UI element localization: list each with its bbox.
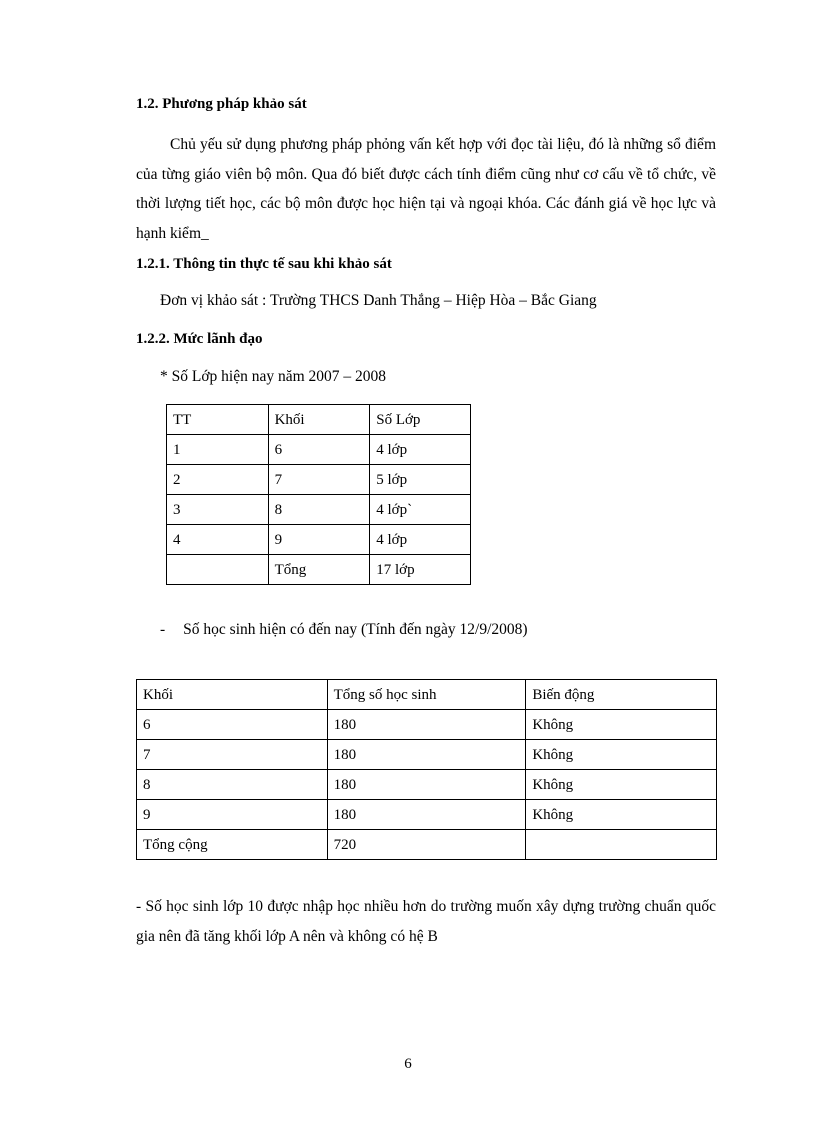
table-header-cell: Tổng số học sinh xyxy=(327,680,526,710)
bullet-dash: - xyxy=(160,621,166,638)
intro-paragraph-text: Chủ yếu sử dụng phương pháp phỏng vấn kết hợp với đọc tài liệu, đó là những sổ điểm của từng giáo viên bộ môn. Qua đó biết được cách tính điểm cũng như cơ cấu về tổ chức, về thời lượng tiết học, các bộ môn được học hiện tại và ngoại khóa. Các đánh giá về học lực và hạnh kiểm_ xyxy=(136,136,716,242)
table-header-cell: Khối xyxy=(268,405,370,435)
table-cell xyxy=(526,830,717,860)
table-row xyxy=(137,710,717,740)
table-cell: Tổng cộng xyxy=(137,830,328,860)
table-cell: 8 xyxy=(137,770,328,800)
table-cell: 2 xyxy=(167,465,269,495)
class-count-table xyxy=(166,404,471,585)
student-count-caption-text: Số học sinh hiện có đến nay (Tính đến ngày 12/9/2008) xyxy=(183,621,528,638)
intro-paragraph xyxy=(136,130,716,248)
table-cell: 4 lớp xyxy=(370,525,471,555)
table-cell: 5 lớp xyxy=(370,465,471,495)
table-row xyxy=(137,770,717,800)
survey-unit-line: Đơn vị khảo sát : Trường THCS Danh Thắng – Hiệp Hòa – Bắc Giang xyxy=(160,292,597,309)
table-cell: 17 lớp xyxy=(370,555,471,585)
table-cell: Không xyxy=(526,710,717,740)
enrollment-note: - Số học sinh lớp 10 được nhập học nhiều hơn do trường muốn xây dựng trường chuẩn quốc gia nên đã tăng khối lớp A nên và không có hệ B xyxy=(136,898,716,945)
table-row xyxy=(137,800,717,830)
table-row xyxy=(167,465,471,495)
student-count-table xyxy=(136,679,717,860)
section-heading-1-2: 1.2. Phương pháp khảo sát xyxy=(136,96,307,112)
table-cell: 3 xyxy=(167,495,269,525)
class-count-caption: * Số Lớp hiện nay năm 2007 – 2008 xyxy=(160,368,387,385)
table-cell: 8 xyxy=(268,495,370,525)
table-header-row xyxy=(167,405,471,435)
table-cell: 180 xyxy=(327,740,526,770)
student-count-caption xyxy=(160,621,528,639)
table-header-cell: Biến động xyxy=(526,680,717,710)
table-header-cell: Khối xyxy=(137,680,328,710)
table-row xyxy=(167,495,471,525)
table-cell: 9 xyxy=(268,525,370,555)
section-heading-1-2-2: 1.2.2. Mức lãnh đạo xyxy=(136,331,263,347)
table-cell: 180 xyxy=(327,710,526,740)
table-cell: 180 xyxy=(327,770,526,800)
table-cell: Không xyxy=(526,800,717,830)
table-total-row xyxy=(137,830,717,860)
table-header-cell: Số Lớp xyxy=(370,405,471,435)
table-cell: 1 xyxy=(167,435,269,465)
table-cell: 4 lớp` xyxy=(370,495,471,525)
table-cell: 4 xyxy=(167,525,269,555)
table-header-row xyxy=(137,680,717,710)
table-cell: 4 lớp xyxy=(370,435,471,465)
table-total-row xyxy=(167,555,471,585)
table-row xyxy=(167,525,471,555)
table-cell: 180 xyxy=(327,800,526,830)
section-heading-1-2-1: 1.2.1. Thông tin thực tế sau khi khảo sát xyxy=(136,256,392,272)
table-cell xyxy=(167,555,269,585)
table-cell: 9 xyxy=(137,800,328,830)
table-cell: 6 xyxy=(137,710,328,740)
table-cell: 6 xyxy=(268,435,370,465)
page-number: 6 xyxy=(404,1056,412,1072)
table-cell: 720 xyxy=(327,830,526,860)
table-cell: Tổng xyxy=(268,555,370,585)
table-cell: Không xyxy=(526,770,717,800)
table-cell: 7 xyxy=(268,465,370,495)
table-row xyxy=(167,435,471,465)
table-header-cell: TT xyxy=(167,405,269,435)
table-row xyxy=(137,740,717,770)
table-cell: Không xyxy=(526,740,717,770)
table-cell: 7 xyxy=(137,740,328,770)
